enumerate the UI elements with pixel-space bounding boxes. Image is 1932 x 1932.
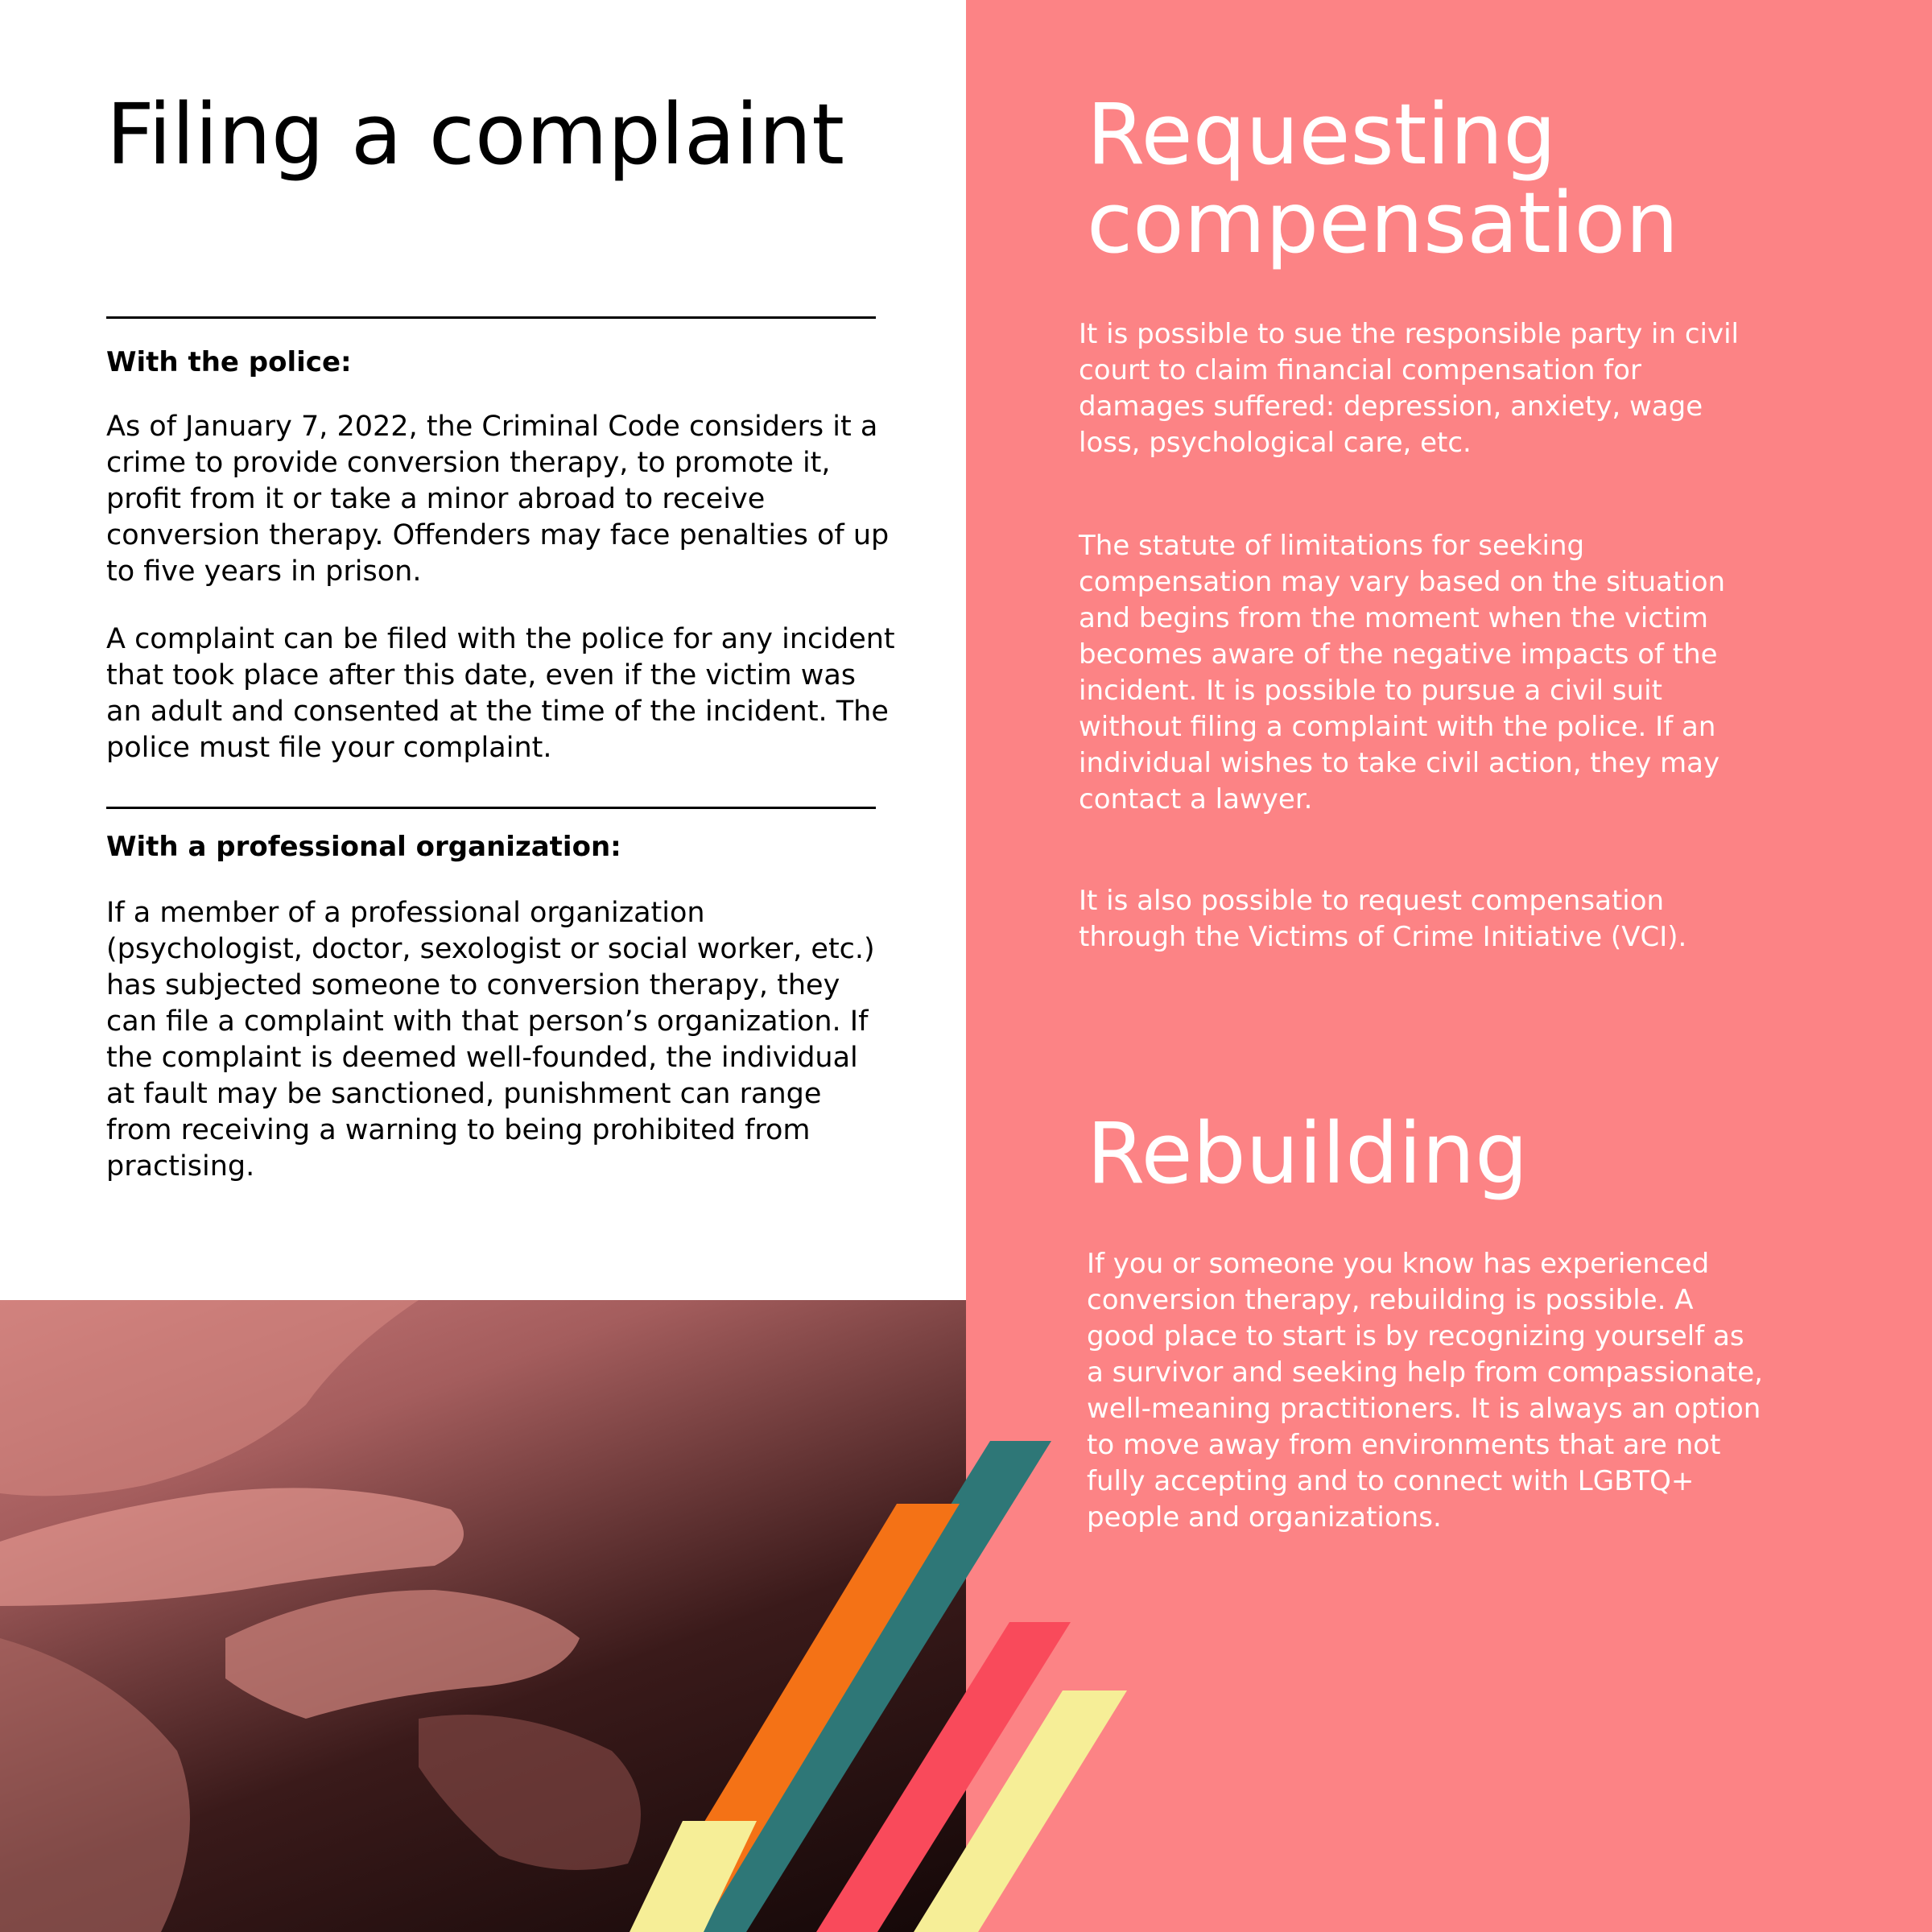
professional-paragraph: If a member of a professional organization (psychologist, doctor, sexologist or social worker, etc.) has subjected someone to conversion therapy, they can file a complaint with that person’s organization. If the complaint is deemed well-founded, the individual at fault may be sanctioned, punishment can range from receiving a warning to being prohibited from practising. <box>106 897 875 1183</box>
heading-professional-organization: With a professional organization: <box>106 831 621 863</box>
heading-with-police: With the police: <box>106 346 352 378</box>
title-requesting-compensation: Requesting compensation <box>1087 85 1679 272</box>
page-title-filing-complaint: Filing a complaint <box>106 85 845 184</box>
police-paragraph-2: A complaint can be filed with the police for any incident that took place after this date, even if the victim was an adult and consented at the time of the incident. The police must file your complaint. <box>106 623 895 764</box>
divider-middle <box>106 807 876 809</box>
divider-top <box>106 316 876 319</box>
compensation-paragraph-1: It is possible to sue the responsible party in civil court to claim financial compensation for damages suffered: depression, anxiety, wage loss, psychological care, etc. <box>1079 318 1740 459</box>
right-panel <box>966 0 1932 1932</box>
title-rebuilding: Rebuilding <box>1087 1104 1529 1203</box>
rebuilding-paragraph: If you or someone you know has experienced conversion therapy, rebuilding is possible. A good place to start is by recognizing yourself as a survivor and seeking help from compassionate, well-meaning practitioners. It is always an option to move away from environments that are not fully accepting and to connect with LGBTQ+ people and organizations. <box>1087 1248 1763 1534</box>
compensation-paragraph-3: It is also possible to request compensation through the Victims of Crime Initiative (VCI). <box>1079 885 1687 953</box>
compensation-paragraph-2: The statute of limitations for seeking compensation may vary based on the situation and begins from the moment when the victim becomes aware of the negative impacts of the incident. It is possible to pursue a civil suit without filing a complaint with the police. If an individual wishes to take civil action, they may contact a lawyer. <box>1079 530 1726 815</box>
hands-photo <box>0 1300 966 1932</box>
police-paragraph-1: As of January 7, 2022, the Criminal Code considers it a crime to provide conversion therapy, to promote it, profit from it or take a minor abroad to receive conversion therapy. Offenders may face penalties of up to five years in prison. <box>106 411 890 588</box>
